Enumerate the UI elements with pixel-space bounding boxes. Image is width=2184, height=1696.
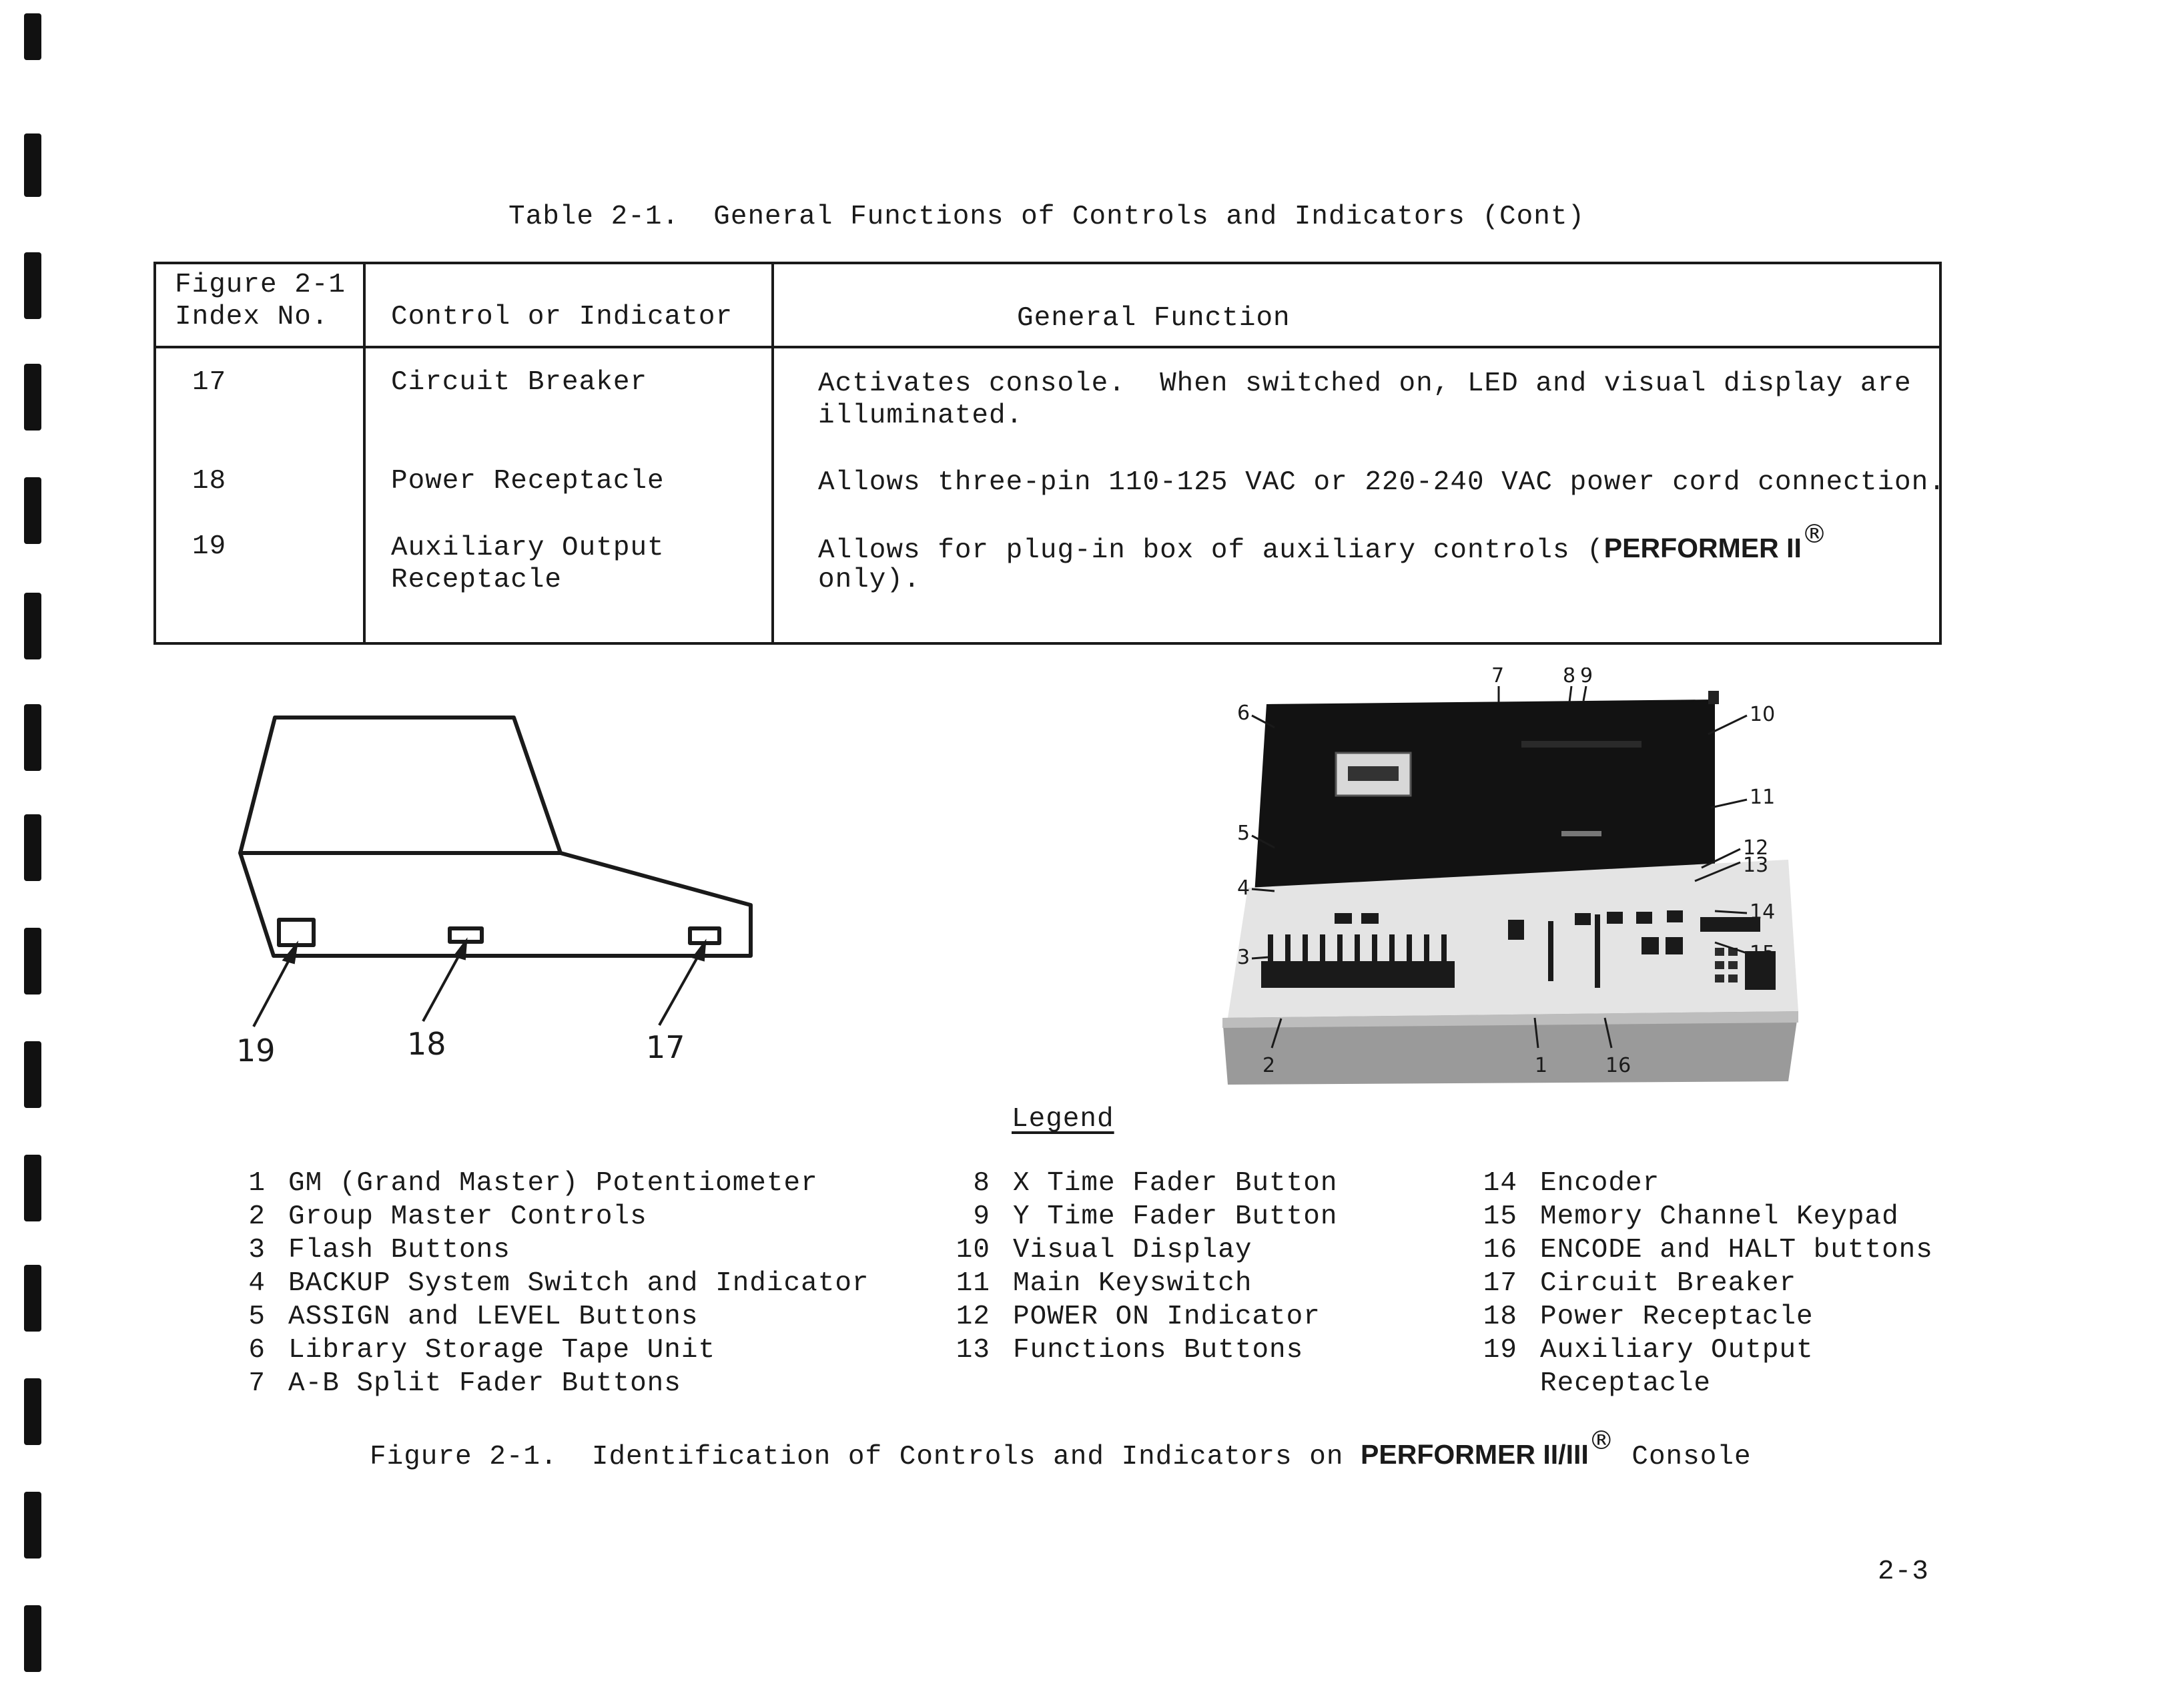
- photo-callout-13: 13: [1743, 854, 1769, 877]
- photo-callout-1: 1: [1535, 1054, 1548, 1077]
- legend-item: 12 POWER ON Indicator: [956, 1302, 1321, 1332]
- legend-item: 13 Functions Buttons: [956, 1335, 1304, 1366]
- figure-caption: Figure 2-1. Identification of Controls and Indicators on PERFORMER II/III® Console: [370, 1426, 1752, 1472]
- legend-item: 9 Y Time Fader Button: [973, 1201, 1338, 1232]
- binder-hole: [24, 13, 41, 60]
- legend-item: 1 GM (Grand Master) Potentiometer: [248, 1168, 818, 1199]
- legend-item: 17 Circuit Breaker: [1483, 1268, 1797, 1299]
- legend-column-3: [1483, 1167, 1933, 1400]
- photo-callout-16: 16: [1605, 1054, 1631, 1077]
- console-rear-sketch: [227, 708, 774, 1081]
- row-index: 17: [192, 367, 227, 398]
- binder-hole: [24, 133, 41, 197]
- legend-item: 4 BACKUP System Switch and Indicator: [248, 1268, 869, 1299]
- legend-item: 16 ENCODE and HALT buttons: [1483, 1235, 1933, 1265]
- legend-item: 10 Visual Display: [956, 1235, 1252, 1265]
- legend-item: 18 Power Receptacle: [1483, 1302, 1814, 1332]
- binder-hole: [24, 1378, 41, 1445]
- photo-callout-9: 9: [1580, 667, 1593, 687]
- legend-item: 14 Encoder: [1483, 1168, 1660, 1199]
- legend-item: 5 ASSIGN and LEVEL Buttons: [248, 1302, 699, 1332]
- row-function: Allows for plug-in box of auxiliary controls (PERFORMER II®: [818, 519, 1828, 566]
- legend-item: 6 Library Storage Tape Unit: [248, 1335, 716, 1366]
- registered-mark: ®: [1588, 1426, 1615, 1455]
- legend-item: 3 Flash Buttons: [248, 1235, 510, 1265]
- row-control: Auxiliary Output: [391, 533, 665, 563]
- legend-column-1: [248, 1167, 869, 1400]
- photo-callout-11: 11: [1750, 786, 1776, 809]
- binder-hole: [24, 814, 41, 881]
- sketch-label-18: 18: [407, 1026, 446, 1062]
- registered-mark: ®: [1801, 519, 1828, 549]
- photo-callout-15: 15: [1750, 942, 1776, 965]
- binder-hole: [24, 704, 41, 771]
- row-function-cont: illuminated.: [818, 400, 1024, 431]
- photo-callout-3: 3: [1237, 946, 1250, 969]
- page-number: 2-3: [1878, 1557, 1929, 1587]
- legend-title: Legend: [1012, 1104, 1114, 1135]
- row-control-cont: Receptacle: [391, 565, 563, 595]
- binder-hole: [24, 1492, 41, 1559]
- header-index-line2: Index No.: [175, 302, 329, 332]
- photo-callout-12: 12: [1743, 836, 1769, 860]
- row-function-cont: only).: [818, 565, 921, 595]
- photo-callout-10: 10: [1750, 703, 1776, 726]
- legend-column-2: [956, 1167, 1338, 1367]
- row-control: Circuit Breaker: [391, 367, 648, 398]
- legend-item: 8 X Time Fader Button: [973, 1168, 1338, 1199]
- legend-item: 19 Auxiliary Output: [1483, 1335, 1814, 1366]
- photo-callout-6: 6: [1237, 701, 1250, 725]
- console-photo: [1188, 667, 1822, 1121]
- binder-hole: [24, 593, 41, 659]
- legend-item: Receptacle: [1540, 1368, 1712, 1399]
- binder-hole: [24, 364, 41, 431]
- header-control: Control or Indicator: [391, 302, 733, 332]
- legend-item: 11 Main Keyswitch: [956, 1268, 1252, 1299]
- photo-callout-14: 14: [1750, 900, 1776, 924]
- photo-callout-4: 4: [1237, 876, 1250, 900]
- header-function: General Function: [1017, 303, 1291, 334]
- photo-callout-5: 5: [1237, 822, 1250, 845]
- product-name: PERFORMER II: [1603, 533, 1802, 563]
- photo-callout-7: 7: [1491, 667, 1505, 687]
- legend-item: 15 Memory Channel Keypad: [1483, 1201, 1899, 1232]
- legend-item: 7 A-B Split Fader Buttons: [248, 1368, 681, 1399]
- product-name: PERFORMER II/III: [1361, 1439, 1589, 1470]
- table-caption: Table 2-1. General Functions of Controls and Indicators (Cont): [508, 202, 1585, 232]
- row-function: Allows three-pin 110-125 VAC or 220-240 VAC power cord connection.: [818, 467, 1946, 498]
- photo-callout-8: 8: [1563, 667, 1576, 687]
- binder-hole: [24, 1155, 41, 1221]
- binder-hole: [24, 1265, 41, 1332]
- binder-hole: [24, 252, 41, 319]
- sketch-label-17: 17: [646, 1029, 685, 1065]
- auxiliary-output-receptacle-icon: [279, 920, 314, 945]
- row-function: Activates console. When switched on, LED and visual display are: [818, 368, 1912, 399]
- sketch-label-19: 19: [236, 1033, 276, 1069]
- legend-item: 2 Group Master Controls: [248, 1201, 647, 1232]
- controls-table: [153, 262, 1946, 645]
- binder-hole: [24, 928, 41, 995]
- row-index: 18: [192, 466, 227, 497]
- binder-hole: [24, 1041, 41, 1108]
- binder-hole: [24, 477, 41, 544]
- row-index: 19: [192, 531, 227, 562]
- binder-hole: [24, 1605, 41, 1672]
- row-control: Power Receptacle: [391, 466, 665, 497]
- header-index-line1: Figure 2-1: [175, 270, 346, 300]
- photo-callout-2: 2: [1262, 1054, 1276, 1077]
